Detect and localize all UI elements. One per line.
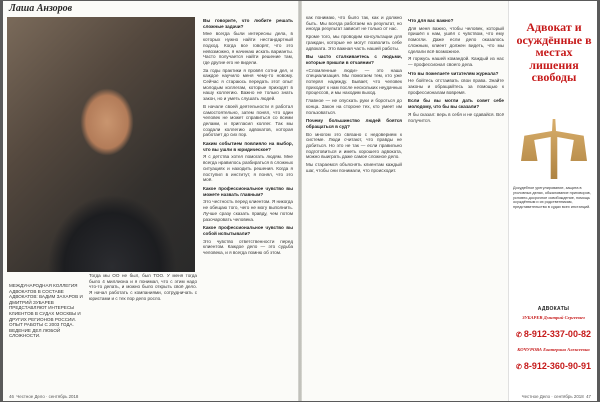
- page-number: 46: [9, 394, 14, 399]
- question: Вы часто сталкиваетесь с людьми, которые пришли в отчаянии?: [306, 54, 402, 65]
- page-number: 47: [586, 394, 591, 399]
- magazine-name: Честное Дело · сентябрь 2018: [521, 394, 584, 399]
- paragraph: Я бы сказал: верь в себя и не сдавайся. Всё получится.: [408, 111, 504, 123]
- page-folio: [9, 394, 78, 399]
- portrait-photo: [7, 17, 195, 272]
- lawyer-name: ЗУБАРЕВ Дмитрий Сергеевич: [522, 315, 585, 320]
- article-column-2: [203, 15, 293, 395]
- paragraph: Тогда мы ОО не был, был ТОО. У меня тогда было 4 миллиона и я понимал, что с этим надо что-то делать, и можно было открыть своё дело. Я начал работать с компаниями, сотрудничать с юристами и с тех пор дело росло.: [89, 273, 197, 301]
- question: Какое профессиональное чувство вы можете назвать главным?: [203, 185, 293, 197]
- paragraph: Я горжусь нашей командой. Каждый из нас — профессионал своего дела.: [408, 56, 504, 67]
- question: Что вы пожелаете читателям журнала?: [408, 70, 499, 76]
- question: Каким событием повлияло на выбор, что вы ушли в юридическое?: [203, 141, 293, 152]
- question: Какое профессиональное чувство вы собой испытывали?: [203, 225, 293, 236]
- author-name: Лаша Анзоров: [9, 3, 73, 14]
- paragraph: Мы стараемся объяснять клиентам каждый шаг, чтобы они понимали, что происходит.: [306, 162, 402, 173]
- lawyer-advertisement: [508, 1, 597, 401]
- ad-title: Адвокат и осуждённые в местах лишения свободы: [516, 20, 592, 84]
- phone-icon: ✆: [516, 332, 522, 339]
- phone-icon: ✆: [516, 364, 522, 371]
- scales-of-justice-icon: [521, 119, 587, 179]
- article-column-4: [408, 15, 504, 395]
- photo-caption: МЕЖДУНАРОДНАЯ КОЛЛЕГИЯ АДВОКАТОВ В СОСТАВЕ АДВОКАТОВ: ВАДИМ ЗАХАРОВ И ДМИТРИЙ ЗУБАРЕВ ПРЕДСТАВЛЯЮТ ИНТЕРЕСЫ КЛИЕНТОВ В СУДАХ МОСКВЫ И ДРУГИХ РЕГИОНОВ РОССИИ. ОПЫТ РАБОТЫ С 2003 ГОДА. ВЕДЕНИЕ ДЕЛ ЛЮБОЙ СЛОЖНОСТИ.: [9, 283, 83, 339]
- lawyer-phone[interactable]: [509, 361, 597, 371]
- paragraph: Мне всегда были интересны дела, в которых нужно найти нестандартный подход. Когда все говорят, что это невозможно, я начинаю искать варианты. Часто получается найти решение там, где другие его не видели.: [203, 31, 293, 65]
- article-column-1-bottom: [89, 273, 197, 393]
- page-folio: [522, 394, 591, 399]
- lawyer-name: КОЧУРОВА Екатерина Алексеевна: [517, 347, 590, 352]
- paragraph: Для меня важно, чтобы человек, который пришёл к нам, ушёл с чувством, что ему помогли. Даже если дело оказалось сложным, клиент должен видеть, что мы сделали всё возможное.: [408, 25, 504, 54]
- paragraph: Во многом это связано с недоверием к системе. Люди считают, что правды не добиться. Но это не так — если правильно подготовиться и иметь хорошего адвоката, можно выиграть даже самое сложное дело.: [306, 131, 402, 160]
- paragraph: «Сломленные люди» — это наша специализация. Мы помогаем тем, кто уже потерял надежду. Бывает, что человек приходит к нам после нескольких неудачных процессов, и мы находим выход.: [306, 67, 402, 96]
- left-page: [3, 1, 298, 401]
- right-page: [302, 1, 597, 401]
- magazine-spread: [3, 1, 597, 401]
- question: Что для вас важно?: [408, 18, 454, 23]
- paragraph: В начале своей деятельности я работал самостоятельно, затем понял, что один человек не может справиться со всеми делами, и пригласил коллег. Так мы создали коллегию адвокатов, которая работает до сих пор.: [203, 103, 293, 138]
- phone-number: 8-912-337-00-82: [523, 329, 591, 339]
- ad-lawyers-label: АДВОКАТЫ: [537, 306, 570, 312]
- paragraph: Это чувство ответственности перед клиентом. Каждое дело — это судьба человека, и я всегда помню об этом.: [203, 238, 293, 256]
- paragraph: Это честность перед клиентом. Я никогда не обещаю того, чего не могу выполнить. Лучше сразу сказать правду, чем потом разочаровать человека.: [203, 199, 293, 222]
- paragraph: как понимаю, что было так, как и должно быть. Мы всегда работаем на результат, но иногда результат зависит не только от нас.: [306, 15, 402, 32]
- ad-description: Досудебное урегулирование, защита в уголовных делах, обжалование приговоров, условно-досрочное освобождение, помощь осуждённым и их родственникам, представительство в судах всех инстанций.: [513, 186, 591, 210]
- question: Почему большинство людей боятся обращаться в суд?: [306, 118, 402, 129]
- paragraph: Не бойтесь отстаивать свои права. Знайте законы и обращайтесь за помощью к профессионалам вовремя.: [408, 78, 504, 95]
- phone-number: 8-912-360-90-91: [523, 361, 591, 371]
- paragraph: Кроме того, мы проводим консультации для граждан, которые не могут позволить себе адвоката. Это важная часть нашей работы.: [306, 34, 402, 51]
- lawyer-phone[interactable]: [509, 329, 597, 339]
- question: Если бы вы могли дать совет себе молодому, что бы вы сказали?: [408, 98, 504, 110]
- paragraph: За годы практики я провёл сотни дел, и каждое научило меня чему-то новому. Сейчас я стараюсь передать этот опыт молодым коллегам, которые приходят в нашу коллегию. Важно не только знать закон, но и уметь слушать людей.: [203, 67, 293, 102]
- paragraph: Я с детства хотел помогать людям. Мне всегда нравилось разбираться в сложных ситуациях и находить решения. Когда я поступил в институт, я понял, что это моё.: [203, 154, 293, 183]
- paragraph: Главное — не опускать руки и бороться до конца. Закон на стороне тех, кто умеет им пользоваться.: [306, 98, 402, 115]
- article-column-3: [306, 15, 402, 395]
- question: Вы говорите, что любите решать сложные задачи?: [203, 18, 293, 29]
- magazine-name: Честное Дело · сентябрь 2018: [16, 394, 79, 399]
